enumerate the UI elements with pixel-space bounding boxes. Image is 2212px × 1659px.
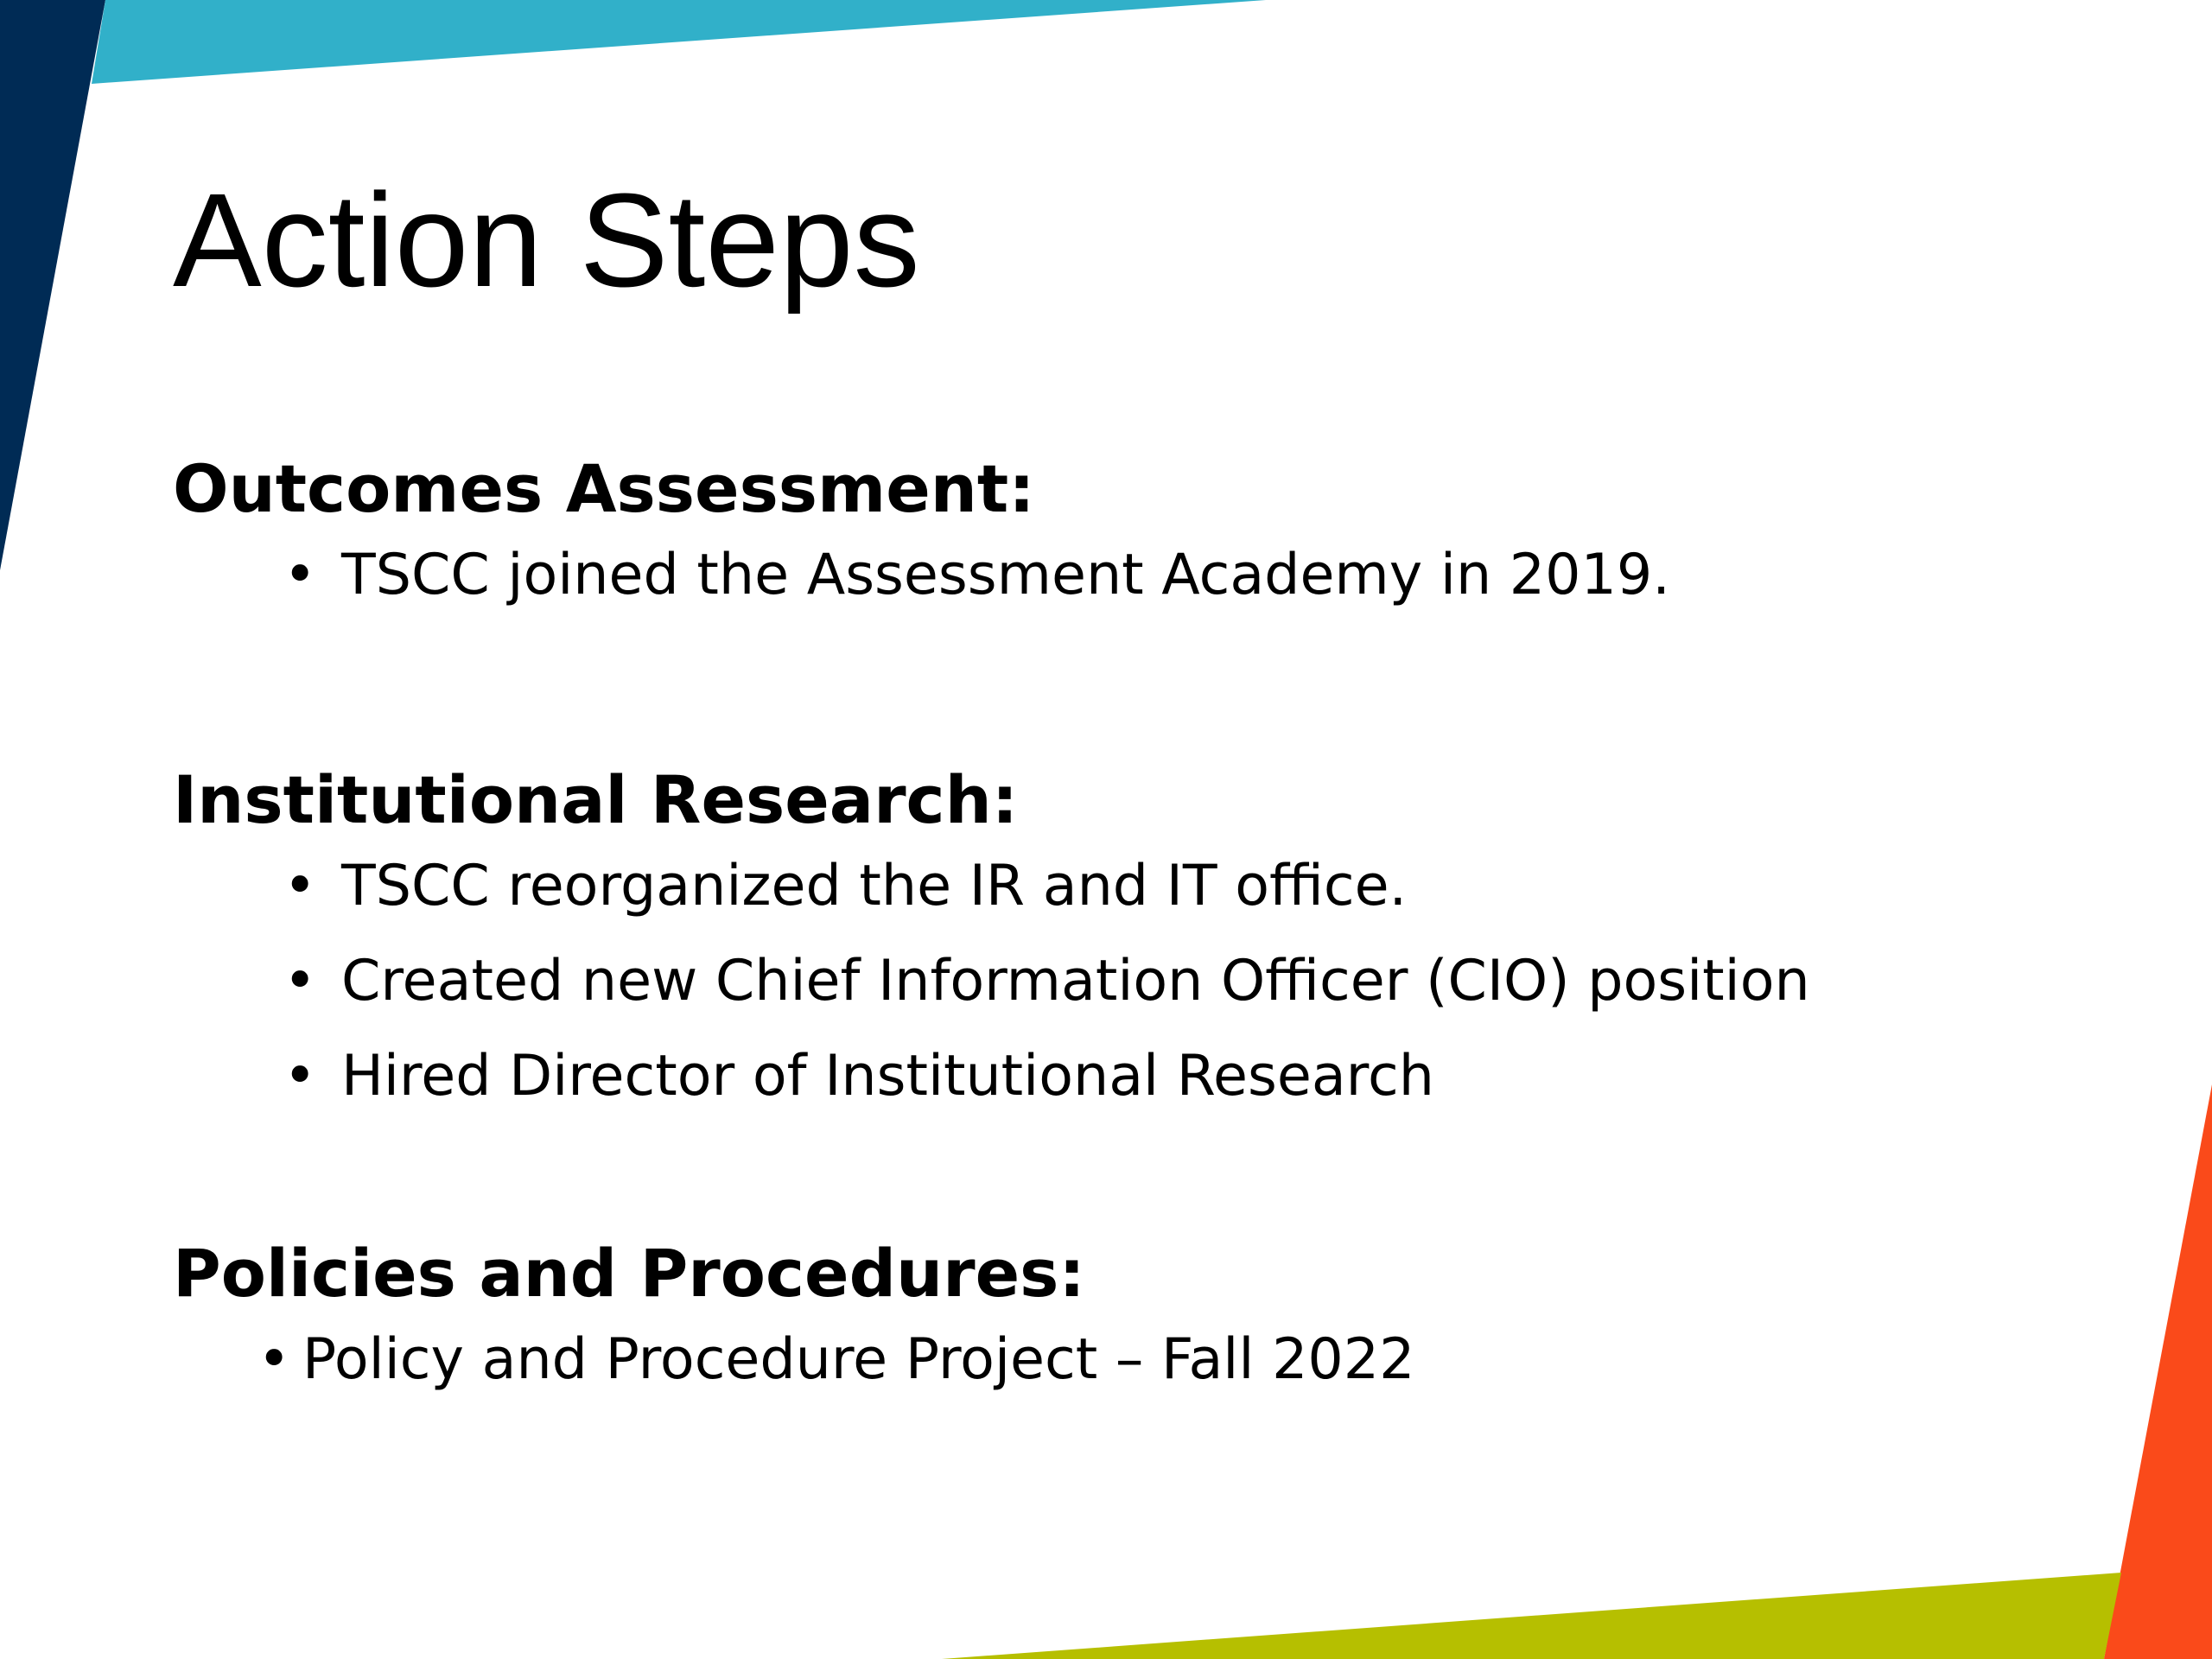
bullet-icon: •: [283, 1044, 317, 1109]
list-item-text: TSCC joined the Assessment Academy in 2019.: [341, 543, 1670, 608]
list-item: [173, 1029, 1810, 1124]
section-heading: Outcomes Assessment:: [173, 450, 1035, 527]
section-institutional-research: [173, 760, 1810, 1124]
bullet-list: [173, 839, 1810, 1124]
navy-corner-shape: [0, 0, 105, 570]
list-item: [173, 934, 1810, 1029]
section-policies-procedures: [173, 1234, 1415, 1408]
list-item-text: Created new Chief Information Officer (CIO) position: [341, 949, 1810, 1014]
bullet-icon: •: [283, 543, 317, 608]
slide-title: Action Steps: [173, 166, 920, 315]
list-item: [173, 839, 1810, 934]
bullet-icon: •: [283, 949, 317, 1014]
bullet-icon: •: [257, 1327, 291, 1393]
olive-bottom-band: [942, 1573, 2121, 1659]
list-item: [173, 528, 1670, 623]
section-outcomes-assessment: [173, 449, 1670, 623]
bullet-list: [173, 1313, 1415, 1408]
list-item-text: Policy and Procedure Project – Fall 2022: [302, 1327, 1415, 1393]
teal-top-band: [92, 0, 1266, 84]
section-heading: Policies and Procedures:: [173, 1235, 1085, 1312]
list-item: [173, 1313, 1415, 1408]
section-heading: Institutional Research:: [173, 761, 1019, 838]
bullet-list: [173, 528, 1670, 623]
bullet-icon: •: [283, 854, 317, 919]
list-item-text: TSCC reorganized the IR and IT office.: [341, 854, 1408, 919]
list-item-text: Hired Director of Institutional Research: [341, 1044, 1434, 1109]
